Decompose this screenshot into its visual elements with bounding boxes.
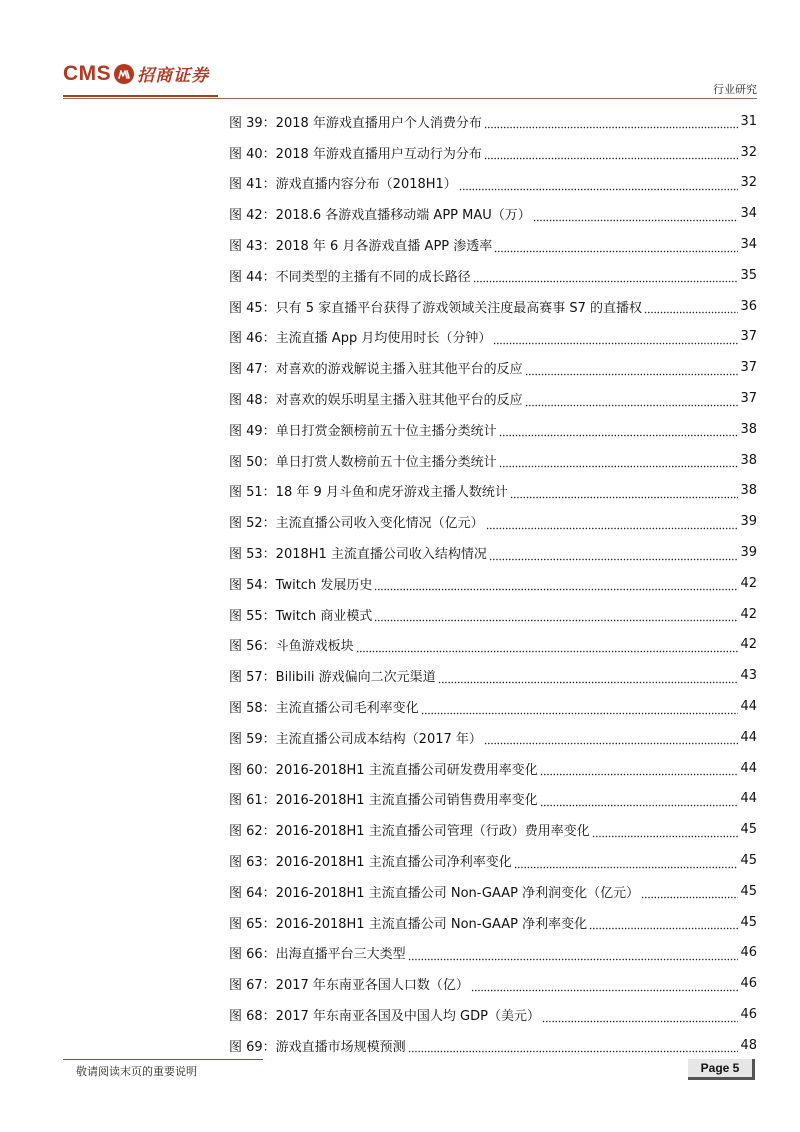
toc-entry-title: 图 53：2018H1 主流直播公司收入结构情况 bbox=[229, 547, 487, 563]
toc-entry-title: 图 42：2018.6 各游戏直播移动端 APP MAU（万） bbox=[229, 208, 531, 224]
toc-entry-page: 38 bbox=[740, 483, 757, 499]
toc-entry-title: 图 55：Twitch 商业模式 bbox=[229, 608, 373, 624]
toc-entry-title: 图 58：主流直播公司毛利率变化 bbox=[229, 701, 419, 717]
toc-entry[interactable] bbox=[229, 445, 757, 476]
toc-entry[interactable] bbox=[229, 229, 757, 260]
toc-dot-leader bbox=[542, 1009, 739, 1023]
toc-entry-page: 39 bbox=[740, 514, 757, 530]
toc-entry[interactable] bbox=[229, 814, 757, 845]
toc-entry-page: 45 bbox=[740, 822, 757, 838]
toc-entry-page: 34 bbox=[740, 237, 757, 253]
toc-dot-leader bbox=[592, 824, 739, 838]
toc-dot-leader bbox=[644, 300, 738, 314]
toc-entry[interactable] bbox=[229, 660, 757, 691]
toc-entry[interactable] bbox=[229, 168, 757, 199]
toc-entry-page: 48 bbox=[740, 1037, 757, 1053]
toc-dot-leader bbox=[493, 331, 738, 345]
toc-entry-title: 图 62：2016-2018H1 主流直播公司管理（行政）费用率变化 bbox=[229, 824, 590, 840]
toc-entry-page: 46 bbox=[740, 945, 757, 961]
toc-dot-leader bbox=[484, 115, 739, 129]
toc-entry-title: 图 50：单日打赏人数榜前五十位主播分类统计 bbox=[229, 454, 497, 470]
toc-entry-page: 42 bbox=[740, 575, 757, 591]
toc-entry-title: 图 66：出海直播平台三大类型 bbox=[229, 947, 406, 963]
toc-entry-title: 图 46：主流直播 App 月均使用时长（分钟） bbox=[229, 331, 492, 347]
toc-entry-page: 44 bbox=[740, 760, 757, 776]
toc-dot-leader bbox=[486, 516, 739, 530]
toc-entry-title: 图 69：游戏直播市场规模预测 bbox=[229, 1039, 406, 1055]
toc-entry-title: 图 56：斗鱼游戏板块 bbox=[229, 639, 354, 655]
toc-entry-title: 图 57：Bilibili 游戏偏向二次元渠道 bbox=[229, 670, 436, 686]
toc-dot-leader bbox=[589, 916, 738, 930]
logo-mark-icon bbox=[114, 64, 134, 84]
toc-entry[interactable] bbox=[229, 352, 757, 383]
toc-dot-leader bbox=[438, 670, 739, 684]
footer-divider bbox=[63, 1059, 263, 1060]
toc-dot-leader bbox=[421, 701, 739, 715]
toc-entry-page: 45 bbox=[740, 853, 757, 869]
toc-dot-leader bbox=[374, 608, 738, 622]
toc-dot-leader bbox=[525, 362, 739, 376]
toc-entry-title: 图 68：2017 年东南亚各国及中国人均 GDP（美元） bbox=[229, 1009, 540, 1024]
toc-entry-page: 34 bbox=[740, 206, 757, 222]
toc-dot-leader bbox=[459, 177, 739, 191]
toc-entry[interactable] bbox=[229, 999, 757, 1030]
toc-entry[interactable] bbox=[229, 537, 757, 568]
toc-entry-title: 图 64：2016-2018H1 主流直播公司 Non-GAAP 净利润变化（亿元） bbox=[229, 885, 640, 901]
toc-entry-page: 36 bbox=[740, 298, 757, 314]
toc-entry-page: 37 bbox=[740, 360, 757, 376]
toc-entry-page: 37 bbox=[740, 391, 757, 407]
logo-text: CMS bbox=[63, 61, 112, 85]
toc-entry-page: 37 bbox=[740, 329, 757, 345]
toc-dot-leader bbox=[473, 269, 739, 283]
toc-entry-page: 45 bbox=[740, 883, 757, 899]
toc-dot-leader bbox=[533, 208, 739, 222]
toc-entry[interactable] bbox=[229, 1030, 757, 1061]
toc-dot-leader bbox=[484, 146, 739, 160]
toc-entry-page: 44 bbox=[740, 791, 757, 807]
toc-entry-title: 图 40：2018 年游戏直播用户互动行为分布 bbox=[229, 146, 482, 162]
toc-dot-leader bbox=[494, 239, 738, 253]
toc-dot-leader bbox=[471, 978, 739, 992]
toc-entry-title: 图 45：只有 5 家直播平台获得了游戏领域关注度最高赛事 S7 的直播权 bbox=[229, 300, 642, 316]
toc-entry-title: 图 59：主流直播公司成本结构（2017 年） bbox=[229, 731, 482, 747]
toc-entry-title: 图 47：对喜欢的游戏解说主播入驻其他平台的反应 bbox=[229, 362, 523, 378]
company-logo bbox=[63, 61, 209, 86]
toc-entry-page: 35 bbox=[740, 267, 757, 283]
toc-entry-page: 44 bbox=[740, 729, 757, 745]
toc-entry-page: 38 bbox=[740, 421, 757, 437]
header-divider-accent bbox=[63, 95, 218, 97]
toc-entry[interactable] bbox=[229, 506, 757, 537]
toc-entry-title: 图 52：主流直播公司收入变化情况（亿元） bbox=[229, 516, 484, 532]
toc-entry-page: 45 bbox=[740, 914, 757, 930]
toc-entry[interactable] bbox=[229, 753, 757, 784]
toc-entry[interactable] bbox=[229, 322, 757, 353]
toc-entry-title: 图 48：对喜欢的娱乐明星主播入驻其他平台的反应 bbox=[229, 393, 523, 409]
toc-dot-leader bbox=[484, 731, 739, 745]
toc-dot-leader bbox=[499, 423, 739, 437]
toc-entry[interactable] bbox=[229, 876, 757, 907]
toc-entry[interactable] bbox=[229, 599, 757, 630]
toc-dot-leader bbox=[374, 577, 738, 591]
toc-entry[interactable] bbox=[229, 414, 757, 445]
toc-entry[interactable] bbox=[229, 260, 757, 291]
page-number-badge: Page 5 bbox=[688, 1059, 755, 1080]
toc-entry-page: 32 bbox=[740, 175, 757, 191]
toc-entry-page: 42 bbox=[740, 637, 757, 653]
toc-entry-page: 38 bbox=[740, 452, 757, 468]
toc-entry[interactable] bbox=[229, 722, 757, 753]
toc-entry-page: 46 bbox=[740, 1007, 757, 1022]
toc-entry-title: 图 44：不同类型的主播有不同的成长路径 bbox=[229, 269, 471, 285]
toc-entry[interactable] bbox=[229, 291, 757, 322]
toc-entry[interactable] bbox=[229, 476, 757, 507]
toc-dot-leader bbox=[641, 885, 738, 899]
toc-entry[interactable] bbox=[229, 383, 757, 414]
section-tag: 行业研究 bbox=[713, 83, 757, 96]
toc-dot-leader bbox=[356, 639, 739, 653]
toc-entry[interactable] bbox=[229, 630, 757, 661]
toc-dot-leader bbox=[514, 855, 739, 869]
table-of-figures bbox=[229, 106, 757, 1061]
toc-dot-leader bbox=[489, 547, 739, 561]
toc-entry-page: 32 bbox=[740, 144, 757, 160]
toc-dot-leader bbox=[525, 393, 739, 407]
toc-entry-title: 图 63：2016-2018H1 主流直播公司净利率变化 bbox=[229, 855, 512, 871]
toc-entry-page: 31 bbox=[740, 113, 757, 129]
logo-chinese-name: 招商证券 bbox=[137, 66, 210, 86]
toc-entry[interactable] bbox=[229, 968, 757, 999]
toc-entry[interactable] bbox=[229, 845, 757, 876]
toc-entry[interactable] bbox=[229, 106, 757, 137]
toc-entry-title: 图 54：Twitch 发展历史 bbox=[229, 577, 373, 593]
toc-entry-page: 39 bbox=[740, 545, 757, 561]
toc-entry-page: 42 bbox=[740, 606, 757, 622]
toc-entry[interactable] bbox=[229, 568, 757, 599]
toc-dot-leader bbox=[510, 485, 739, 499]
toc-entry-page: 44 bbox=[740, 699, 757, 715]
toc-entry-title: 图 60：2016-2018H1 主流直播公司研发费用率变化 bbox=[229, 762, 538, 778]
toc-entry-title: 图 49：单日打赏金额榜前五十位主播分类统计 bbox=[229, 423, 497, 439]
toc-dot-leader bbox=[408, 947, 739, 961]
toc-dot-leader bbox=[499, 454, 739, 468]
toc-entry[interactable] bbox=[229, 691, 757, 722]
toc-dot-leader bbox=[540, 762, 739, 776]
toc-dot-leader bbox=[540, 793, 739, 807]
header-divider bbox=[63, 98, 757, 99]
toc-entry-title: 图 61：2016-2018H1 主流直播公司销售费用率变化 bbox=[229, 793, 538, 809]
toc-entry-title: 图 67：2017 年东南亚各国人口数（亿） bbox=[229, 978, 469, 994]
toc-entry-page: 46 bbox=[740, 976, 757, 992]
toc-entry-title: 图 39：2018 年游戏直播用户个人消费分布 bbox=[229, 115, 482, 131]
toc-entry[interactable] bbox=[229, 907, 757, 938]
toc-entry-title: 图 65：2016-2018H1 主流直播公司 Non-GAAP 净利率变化 bbox=[229, 916, 588, 932]
disclaimer-note: 敬请阅读末页的重要说明 bbox=[76, 1065, 197, 1078]
toc-entry[interactable] bbox=[229, 938, 757, 969]
toc-entry[interactable] bbox=[229, 784, 757, 815]
toc-entry-title: 图 41：游戏直播内容分布（2018H1） bbox=[229, 177, 457, 193]
toc-entry[interactable] bbox=[229, 137, 757, 168]
toc-entry-page: 43 bbox=[740, 668, 757, 684]
toc-entry-title: 图 43：2018 年 6 月各游戏直播 APP 渗透率 bbox=[229, 239, 493, 255]
toc-dot-leader bbox=[408, 1039, 739, 1053]
toc-entry-title: 图 51：18 年 9 月斗鱼和虎牙游戏主播人数统计 bbox=[229, 485, 508, 501]
toc-entry[interactable] bbox=[229, 198, 757, 229]
